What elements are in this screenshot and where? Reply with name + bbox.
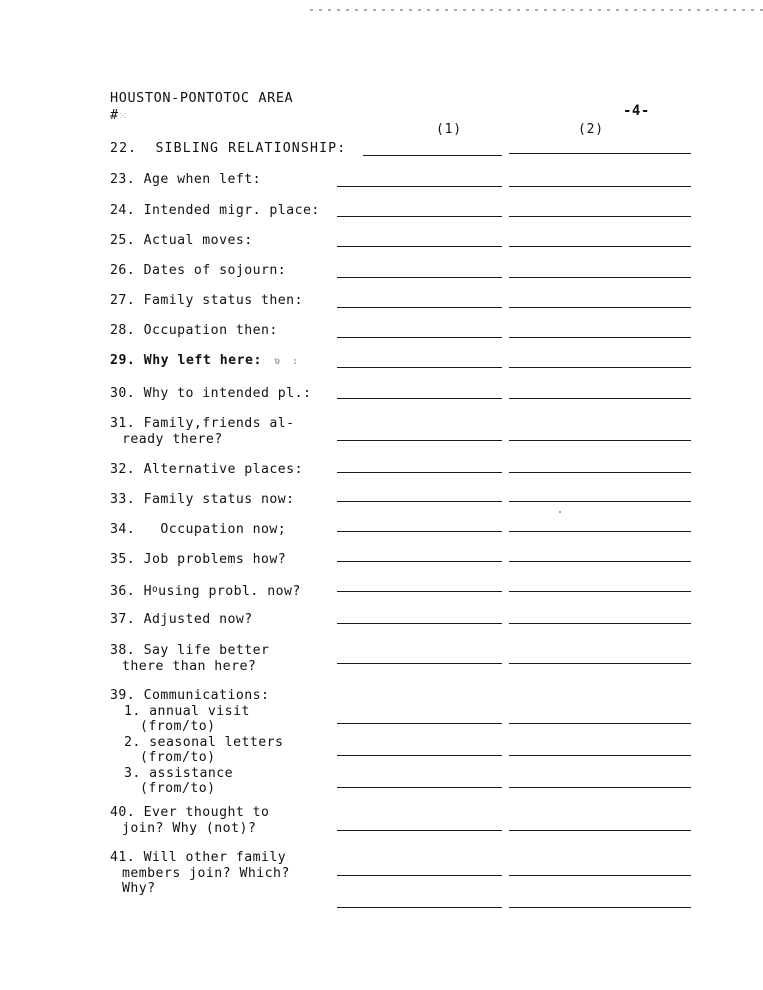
answer-line-q29-col2[interactable]: [509, 367, 691, 368]
question-29-stray-marks: ʋ :: [261, 356, 299, 367]
question-34: [110, 522, 286, 538]
answer-line-q34-col2[interactable]: [509, 531, 691, 532]
question-39: [110, 688, 283, 797]
question-39-sub-2-number: 2.: [124, 734, 141, 750]
question-31-text: Family,friends al-: [143, 416, 295, 431]
answer-line-q27-col2[interactable]: [509, 307, 691, 308]
question-40: [110, 805, 269, 836]
question-26-spacer: [135, 263, 143, 278]
answer-line-q26-col2[interactable]: [509, 277, 691, 278]
question-33-spacer: [135, 492, 143, 507]
question-38-text-line2: there than here?: [122, 658, 257, 674]
column-1-caption: (1): [436, 122, 462, 137]
question-39-sub-1: [110, 704, 283, 720]
answer-line-q39-sub1-col2[interactable]: [509, 723, 691, 724]
answer-line-q22-col2[interactable]: [509, 153, 691, 154]
question-22: [110, 141, 346, 157]
answer-line-q40-col2[interactable]: [509, 830, 691, 831]
answer-line-q23-col1[interactable]: [337, 186, 502, 187]
question-31-spacer: [135, 416, 143, 431]
question-29-text: Why left here:: [143, 353, 262, 368]
question-33-text: Family status now:: [143, 492, 295, 507]
question-34-number: 34.: [110, 522, 136, 537]
question-39-sub-2: [110, 735, 283, 751]
question-39-sub-3-detail: (from/to): [140, 781, 216, 796]
question-26: [110, 263, 286, 279]
question-24-spacer: [135, 203, 143, 218]
answer-line-q41-extra-col1[interactable]: [337, 907, 502, 908]
question-28-spacer: [135, 323, 143, 338]
question-27: [110, 293, 303, 309]
question-39-sub-1-text: annual visit: [149, 703, 250, 719]
question-22-text: SIBLING RELATIONSHIP:: [155, 141, 347, 156]
question-37-number: 37.: [110, 612, 136, 627]
answer-line-q38-col2[interactable]: [509, 663, 691, 664]
document-number-field: [110, 107, 710, 125]
question-32-text: Alternative places:: [143, 462, 303, 477]
question-34-spacer: [135, 522, 160, 537]
question-31-number: 31.: [110, 416, 136, 431]
answer-line-q33-col1[interactable]: [337, 501, 502, 502]
question-22-spacer: [137, 141, 155, 156]
question-41-text-line3: Why?: [122, 881, 156, 896]
answer-line-q38-col1[interactable]: [337, 663, 502, 664]
answer-line-q33-col2[interactable]: [509, 501, 691, 502]
question-26-number: 26.: [110, 263, 136, 278]
document-number-label: #: [110, 107, 119, 123]
question-32-spacer: [135, 462, 143, 477]
answer-line-q36-col2[interactable]: [509, 591, 691, 592]
answer-line-q23-col2[interactable]: [509, 186, 691, 187]
answer-line-q30-col2[interactable]: [509, 398, 691, 399]
question-37-text: Adjusted now?: [143, 612, 253, 627]
question-23-spacer: [135, 172, 143, 187]
question-35-text: Job problems how?: [143, 552, 287, 567]
question-24-number: 24.: [110, 203, 136, 218]
question-32: [110, 462, 303, 478]
question-23: [110, 172, 261, 188]
answer-line-q22-col1[interactable]: [363, 155, 502, 156]
question-27-text: Family status then:: [143, 293, 303, 308]
question-39-sub-3-number: 3.: [124, 765, 141, 781]
document-header: [110, 90, 710, 125]
answer-line-q35-col2[interactable]: [509, 561, 691, 562]
question-30-spacer: [135, 386, 143, 401]
question-36: [110, 582, 301, 600]
answer-line-q32-col2[interactable]: [509, 472, 691, 473]
question-38-number: 38.: [110, 643, 136, 658]
answer-line-q36-col1[interactable]: [337, 591, 502, 592]
answer-line-q35-col1[interactable]: [337, 561, 502, 562]
answer-line-q24-col2[interactable]: [509, 216, 691, 217]
question-36-number: 36.: [110, 584, 136, 600]
question-33-number: 33.: [110, 492, 136, 507]
question-24-text: Intended migr. place:: [143, 203, 320, 218]
answer-line-q39-sub3-col1[interactable]: [337, 787, 502, 788]
document-title: HOUSTON-PONTOTOC AREA: [110, 90, 294, 106]
question-27-number: 27.: [110, 293, 136, 308]
question-41-number: 41.: [110, 850, 136, 865]
answer-line-q39-sub3-col2[interactable]: [509, 787, 691, 788]
question-25-spacer: [135, 233, 143, 248]
answer-line-q25-col1[interactable]: [337, 246, 502, 247]
answer-line-q37-col2[interactable]: [509, 623, 691, 624]
question-41: [110, 850, 290, 897]
answer-line-q37-col1[interactable]: [337, 623, 502, 624]
question-39-sub-2-detail: (from/to): [140, 750, 216, 765]
answer-line-q41-extra-col2[interactable]: [509, 907, 691, 908]
question-38: [110, 643, 269, 674]
question-40-text: Ever thought to: [143, 805, 270, 820]
question-35-spacer: [135, 552, 143, 567]
question-25: [110, 233, 253, 249]
question-32-number: 32.: [110, 462, 136, 477]
question-26-text: Dates of sojourn:: [143, 263, 287, 278]
question-28-number: 28.: [110, 323, 136, 338]
question-40-spacer: [135, 805, 143, 820]
question-25-text: Actual moves:: [143, 233, 253, 248]
question-28: [110, 323, 278, 339]
question-39-text: Communications:: [143, 688, 270, 703]
question-39-sub-3: [110, 766, 283, 782]
question-35-number: 35.: [110, 552, 136, 567]
answer-line-q26-col1[interactable]: [337, 277, 502, 278]
question-34-text: Occupation now;: [160, 522, 287, 537]
question-36-spacer: [135, 584, 143, 599]
question-39-number: 39.: [110, 688, 136, 703]
ink-speck: [559, 511, 561, 513]
answer-line-q41-col2[interactable]: [509, 875, 691, 876]
question-40-text-line2: join? Why (not)?: [122, 820, 257, 836]
question-25-number: 25.: [110, 233, 136, 248]
question-39-sub-1-number: 1.: [124, 703, 141, 719]
question-23-number: 23.: [110, 172, 136, 187]
answer-line-q25-col2[interactable]: [509, 246, 691, 247]
question-36-raised-o: o: [151, 584, 159, 595]
question-39-spacer: [135, 688, 143, 703]
question-40-number: 40.: [110, 805, 136, 820]
question-30-number: 30.: [110, 386, 136, 401]
answer-line-q41-col1[interactable]: [337, 875, 502, 876]
document-number-smudge: ⁙: [118, 111, 128, 122]
question-31: [110, 416, 295, 447]
question-33: [110, 492, 295, 508]
question-35: [110, 552, 286, 568]
answer-line-q32-col1[interactable]: [337, 472, 502, 473]
question-31-text-line2: ready there?: [122, 431, 223, 447]
question-39-sub-2-text: seasonal letters: [149, 734, 284, 750]
answer-line-q31-col1[interactable]: [337, 440, 502, 441]
answer-line-q39-sub2-col2[interactable]: [509, 755, 691, 756]
column-2-caption: (2): [578, 122, 604, 137]
answer-line-q40-col1[interactable]: [337, 830, 502, 831]
question-38-text: Say life better: [143, 643, 270, 658]
answer-line-q30-col1[interactable]: [337, 398, 502, 399]
answer-line-q39-sub1-col1[interactable]: [337, 723, 502, 724]
question-36-text: $H^ousing$ probl. now?: [143, 584, 301, 600]
question-29-number: 29.: [110, 353, 136, 368]
answer-line-q39-sub2-col1[interactable]: [337, 755, 502, 756]
question-41-text: Will other family: [143, 850, 287, 865]
answer-line-q29-col1[interactable]: [337, 367, 502, 368]
answer-line-q28-col1[interactable]: [337, 337, 502, 338]
question-41-spacer: [135, 850, 143, 865]
answer-line-q24-col1[interactable]: [337, 216, 502, 217]
question-27-spacer: [135, 293, 143, 308]
answer-line-q34-col1[interactable]: [337, 531, 502, 532]
question-23-text: Age when left:: [143, 172, 262, 187]
answer-line-q27-col1[interactable]: [337, 307, 502, 308]
question-39-sub-3-text: assistance: [149, 765, 234, 781]
question-39-sub-1-detail: (from/to): [140, 719, 216, 734]
question-37-spacer: [135, 612, 143, 627]
answer-line-q28-col2[interactable]: [509, 337, 691, 338]
question-24: [110, 203, 320, 219]
question-28-text: Occupation then:: [143, 323, 278, 338]
answer-line-q31-col2[interactable]: [509, 440, 691, 441]
question-29-spacer: [135, 353, 143, 368]
question-30-text: Why to intended pl.:: [143, 386, 312, 401]
question-41-text-line2: members join? Which?: [122, 865, 290, 881]
question-22-number: 22.: [110, 141, 138, 156]
question-37: [110, 612, 253, 628]
page-number: -4-: [623, 103, 650, 119]
question-30: [110, 386, 311, 402]
question-38-spacer: [135, 643, 143, 658]
scan-edge-artifact: [310, 9, 763, 11]
question-29: [110, 353, 298, 370]
